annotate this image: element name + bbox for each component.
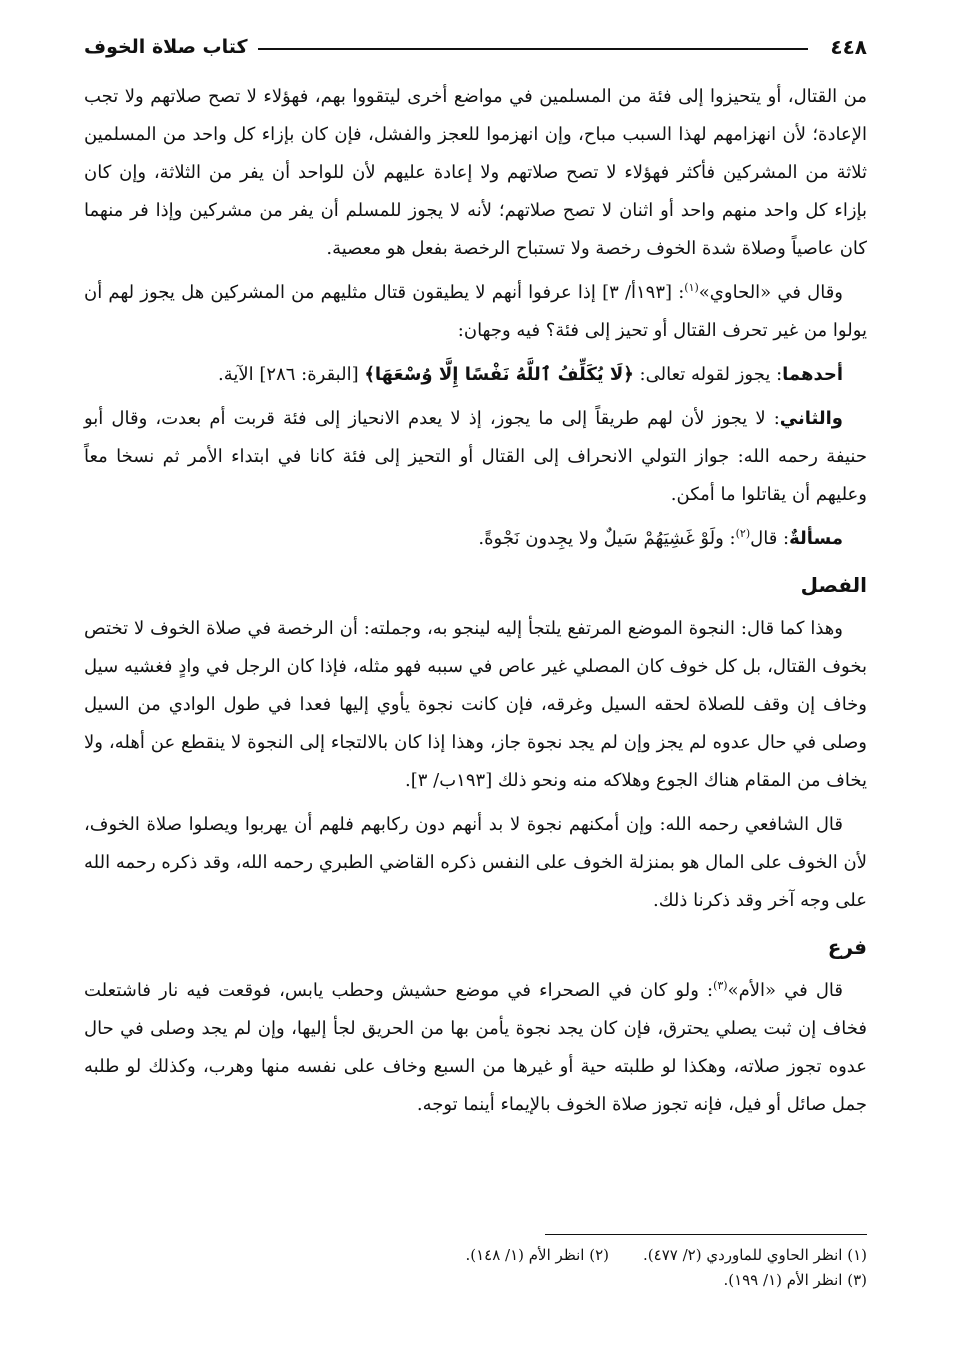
footnote-ref: (٣) [713,979,728,992]
footnote-rule [545,1234,867,1235]
book-page [84,30,867,1350]
book-title: كتاب صلاة الخوف [84,36,248,58]
page-number: ٤٤٨ [830,35,867,59]
footnotes [84,1234,867,1293]
paragraph [84,400,867,514]
text-run: : لا يجوز لأن لهم طريقاً إلى ما يجوز، إذ لا يعدم الانحياز إلى فئة قربت أم بعدت، وقال أبو حنيفة رحمه الله: جواز التولي الانحراف إلى القتال أو التحيز إلى فئة كانا في ابتداء الأمر ثم نسخا معاً وعليهم أن يقاتلوا ما أمكن. [84,408,867,505]
quran-verse: ﴿لَا يُكَلِّفُ ٱللَّهُ نَفْسًا إِلَّا وُسْعَهَا﴾ [364,364,634,385]
section-heading: فرع [827,935,867,959]
text-run: قال في «الأم» [727,980,843,1001]
footnote-row [84,1243,867,1268]
section-heading: الفصل [800,573,867,597]
text-run: [البقرة: ٢٨٦] الآية. [218,364,365,385]
text-run: : [١٩٣أ/ ٣] إذا عرفوا أنهم لا يطيقون قتال مثليهم من المشركين هل يجوز لهم أن يولوا من غير تحرف القتال أو تحيز إلى فئة؟ فيه وجهان: [84,282,867,341]
text-run: : يجوز لقوله تعالى: [633,364,783,385]
paragraph: قال الشافعي رحمه الله: وإن أمكنهم نجوة لا بد أنهم دون ركابهم فلهم أن يهربوا ويصلوا صلاة الخوف، لأن الخوف على المال هو بمنزلة الخوف على النفس ذكره القاضي الطبري رحمه الله، وقد ذكره رحمه الله على وجه آخر وقد ذكرنا ذلك. [84,814,867,911]
lead-word: أحدهما [782,364,843,385]
text-run: : ولَوْ غَشِيَهُمْ سَيلٌ ولا يجِدون نَجْوةً. [478,528,736,549]
footnote-ref: (١) [684,281,699,294]
paragraph [84,520,867,558]
paragraph [84,972,867,1124]
text-run: وقال في «الحاوي» [698,282,843,303]
footnote-row [84,1268,867,1293]
running-header [84,30,867,64]
footnote-3: (٣) انظر الأم (١/ ١٩٩). [723,1271,867,1289]
paragraph: وهذا كما قال: النجوة الموضع المرتفع يلتجأ إليه لينجو به، وجملته: أن الرخصة في صلاة الخوف لا تختص بخوف القتال، بل كل خوف كان المصلي غير عاص في سببه فهو مثله، فإذا كان الرجل في وادٍ فغشيه سيل وخاف إن وقف للصلاة لحقه السيل وغرقه، فإن كانت نجوة يأوي إليها فعدا في طول الوادي من السيل وصلى في حال عدوه لم يجز وإن لم يجد نجوة جاز، وهذا إذا كان بالالتجاء إلى النجوة لا ينقطع عن أهله، ولا يخاف من المقام هناك الجوع وهلاكه منه ونحو ذلك [١٩٣ب/ ٣]. [84,618,868,791]
footnote-1: (١) انظر الحاوي للماوردي (٢/ ٤٧٧). [643,1246,867,1264]
lead-word: والثاني [779,408,843,429]
lead-word: مسألةٌ [789,528,843,549]
paragraph [84,356,867,394]
paragraph: من القتال، أو يتحيزوا إلى فئة من المسلمين في مواضع أخرى ليتقووا بهم، فهؤلاء لا تصح صلاتهم ولا تجب الإعادة؛ لأن انهزامهم لهذا السبب مباح، وإن انهزموا للعجز والفشل، فإن كان بإزاء كل واحد من المسلمين ثلاثة من المشركين فأكثر فهؤلاء لا تصح صلاتهم ولا إعادة عليهم لأن للواحد أن يفر من الثلاثة، وإن كان بإزاء كل واحد منهم واحد أو اثنان لا تصح صلاتهم؛ لأنه لا يجوز للمسلم أن يفر من مشركين وإذا فر منهما كان عاصياً وصلاة شدة الخوف رخصة ولا تستباح الرخصة بفعل هو معصية. [84,86,867,259]
text-run: : ولو كان في الصحراء في موضع حشيش وحطب يابس، فوقعت فيه نار فاشتعلت فخاف إن ثبت يصلي يحترق، فإن كان يجد نجوة يأمن بها من الحريق لجأ إليها، وإن لم يجد وصلى في حال عدوه تجوز صلاته، وهكذا لو طلبته حية أو غيرها من السبع وخاف على نفسه منها وهرب، وكذلك لو طلبه جمل صائل أو فيل، فإنه تجوز صلاة الخوف بالإيماء أينما توجه. [84,980,867,1115]
footnote-2: (٢) انظر الأم (١/ ١٤٨). [465,1246,610,1264]
main-text [84,78,867,1124]
footnote-ref: (٢) [735,527,751,540]
paragraph [84,274,867,350]
header-rule [258,48,809,50]
text-run: : قال [750,528,790,549]
